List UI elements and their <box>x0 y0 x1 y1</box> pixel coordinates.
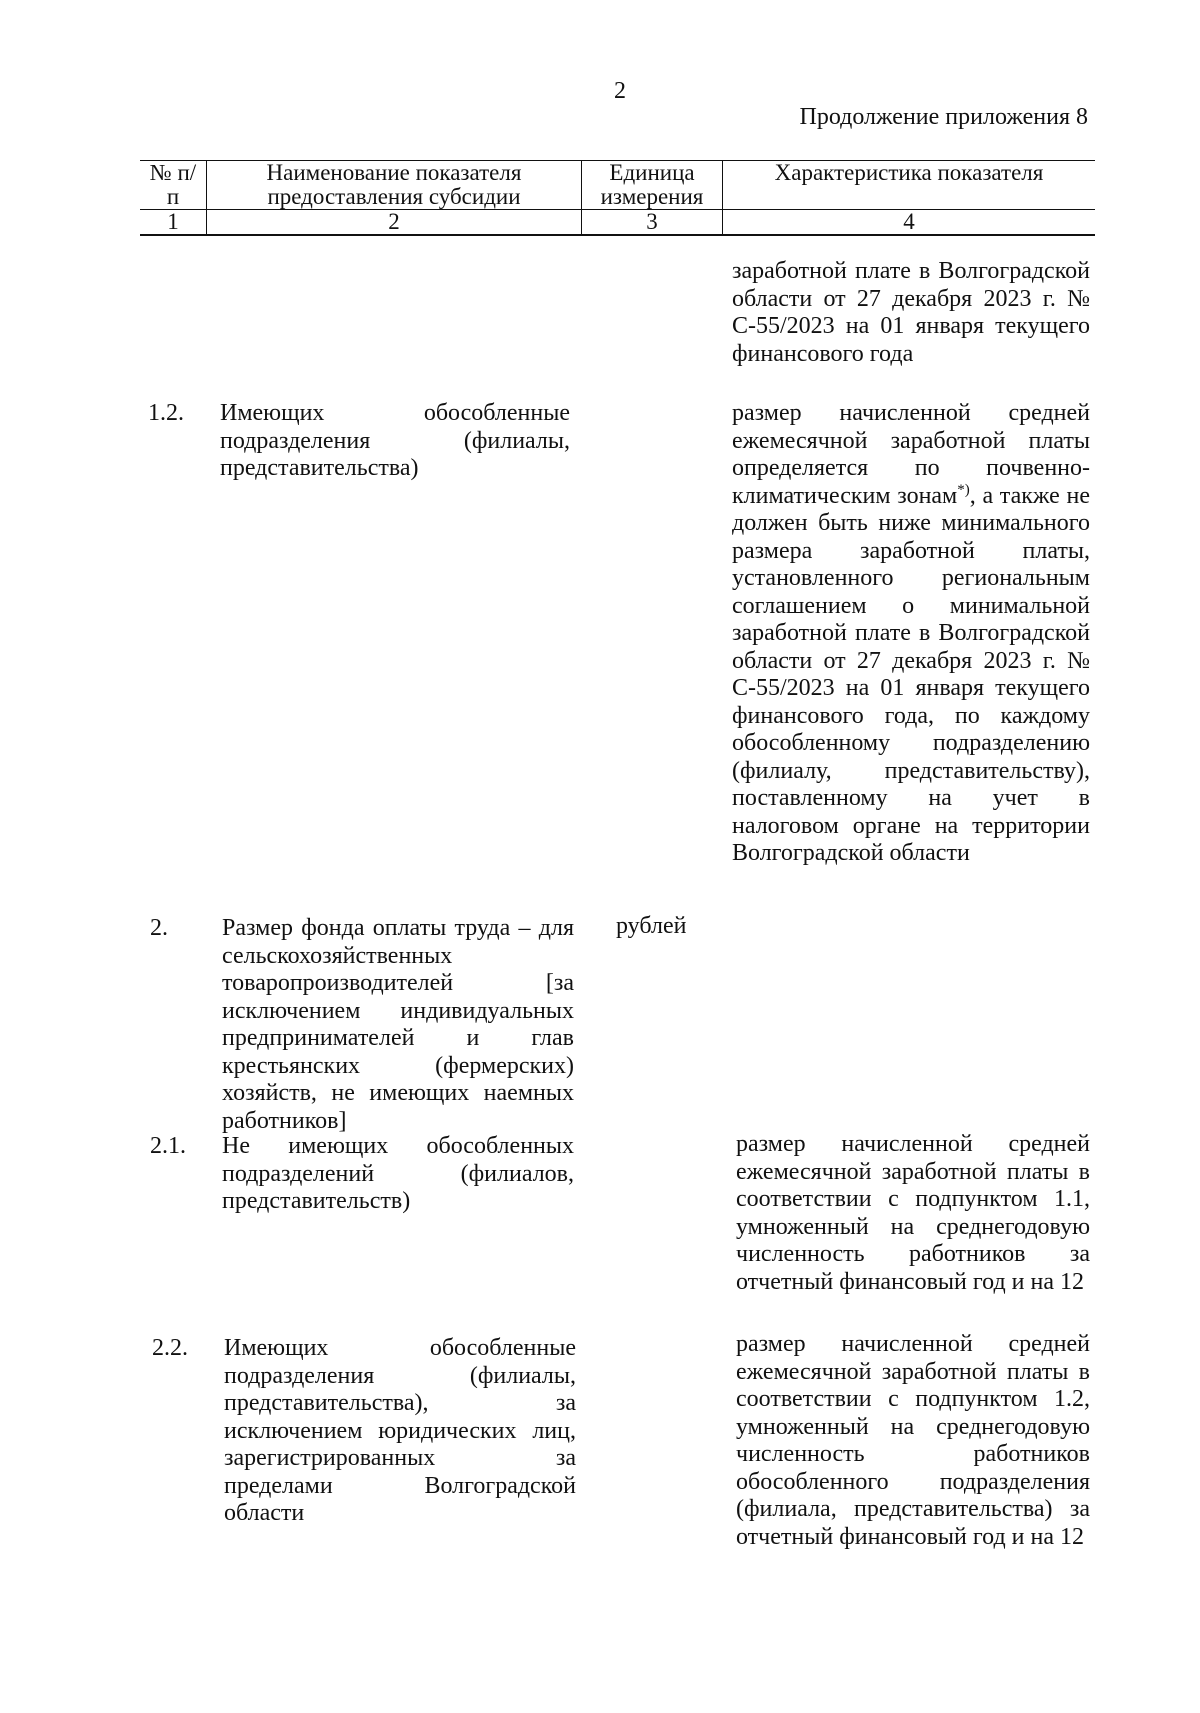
row-2-2-number: 2.2. <box>152 1335 188 1361</box>
header-row <box>140 161 1095 210</box>
header-col-characteristic: Характеристика показателя <box>723 161 1096 210</box>
header-col-unit: Единица измерения <box>582 161 723 210</box>
header-col-name: Наименование показателя предоставления субсидии <box>207 161 582 210</box>
row-2-2-characteristic: размер начисленной средней ежемесячной заработной платы в соответствии с подпунктом 1.2, умноженный на среднегодовую численность работников обособленного подразделения (филиала, представительства) за отчетный финансовый год и на 12 <box>736 1331 1090 1550</box>
header-col-number: № п/п <box>140 161 207 210</box>
row-2-name: Размер фонда оплаты труда – для сельскохозяйственных товаропроизводителей [за исключением индивидуальных предпринимателей и глав крестьянских (фермерских) хозяйств, не имеющих наемных работников] <box>222 915 574 1134</box>
row-1-2-name: Имеющих обособленные подразделения (филиалы, представительства) <box>220 400 570 481</box>
row-2-2-name: Имеющих обособленные подразделения (филиалы, представительства), за исключением юридических лиц, зарегистрированных за пределами Волгоградской области <box>224 1335 576 1526</box>
row-1-2-number: 1.2. <box>148 400 184 426</box>
row-2-unit: рублей <box>616 913 687 939</box>
column-number-1: 1 <box>140 210 207 236</box>
row-1-2-characteristic: размер начисленной средней ежемесячной заработной платы определяется по почвенно-климатическим зонам*), а также не должен быть ниже минимального размера заработной платы, установленного региональным соглашением о минимальной заработной плате в Волгоградской области от 27 декабря 2023 г. № С-55/2023 на 01 января текущего финансового года, по каждому обособленному подразделению (филиалу, представительству), поставленному на учет в налоговом органе на территории Волгоградской области <box>732 400 1090 866</box>
column-number-3: 3 <box>582 210 723 236</box>
column-numbers-row <box>140 210 1095 236</box>
footnote-marker: *) <box>957 481 970 498</box>
column-number-4: 4 <box>723 210 1096 236</box>
column-number-2: 2 <box>207 210 582 236</box>
row-2-number: 2. <box>150 915 168 941</box>
row-2-1-name: Не имеющих обособленных подразделений (филиалов, представительств) <box>222 1133 574 1214</box>
row-2-1-characteristic: размер начисленной средней ежемесячной заработной платы в соответствии с подпунктом 1.1, умноженный на среднегодовую численность работников за отчетный финансовый год и на 12 <box>736 1131 1090 1295</box>
appendix-continuation: Продолжение приложения 8 <box>799 104 1088 130</box>
table-header <box>140 160 1095 236</box>
page-number: 2 <box>614 78 626 104</box>
row-1-1-characteristic-continued: заработной плате в Волгоградской области от 27 декабря 2023 г. № С-55/2023 на 01 января текущего финансового года <box>732 258 1090 367</box>
row-2-1-number: 2.1. <box>150 1133 186 1159</box>
